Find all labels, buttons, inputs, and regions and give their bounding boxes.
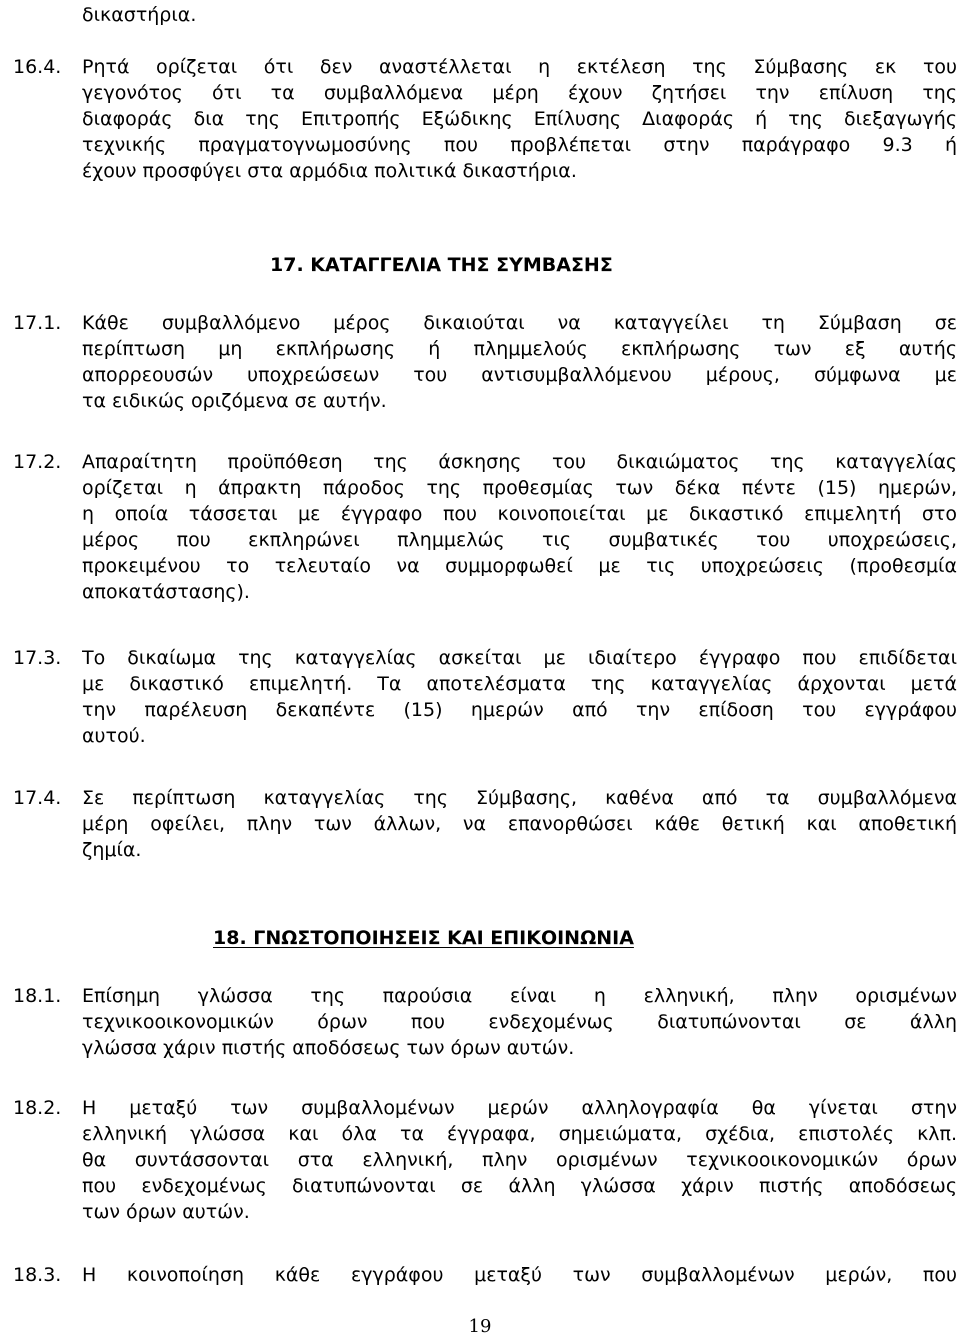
clause-body [82, 54, 957, 184]
clause-line: με δικαστικό επιμελητή. Τα αποτελέσματα της καταγγελίας άρχονται μετά [82, 673, 957, 695]
clause-body [82, 983, 957, 1061]
clause-line: απορρεουσών υποχρεώσεων του αντισυμβαλλόμενου μέρους, σύμφωνα με [82, 364, 957, 386]
clause-line: που ενδεχομένως διατυπώνονται σε άλλη γλώσσα χάριν πιστής αποδόσεως [82, 1175, 957, 1197]
clause-18-2 [13, 1095, 957, 1225]
clause-line: Επίσημη γλώσσα της παρούσια είναι η ελληνική, πλην ορισμένων [82, 985, 957, 1007]
clause-line: η οποία τάσσεται με έγγραφο που κοινοποιείται με δικαστικό επιμελητή στο [82, 503, 957, 525]
clause-line: αποκατάστασης). [82, 581, 250, 603]
clause-17-1 [13, 310, 957, 414]
clause-line: περίπτωση μη εκπλήρωσης ή πλημμελούς εκπλήρωσης των εξ αυτής [82, 338, 957, 360]
clause-line: τεχνικής πραγματογνωμοσύνης που προβλέπεται στην παράγραφο 9.3 ή [82, 134, 957, 156]
clause-number: 17.4. [13, 787, 62, 809]
clause-line: τα ειδικώς οριζόμενα σε αυτήν. [82, 390, 387, 412]
clause-line: θα συντάσσονται στα ελληνική, πλην ορισμένων τεχνικοοικονομικών όρων [82, 1149, 957, 1171]
section-heading-17: 17. ΚΑΤΑΓΓΕΛΙΑ ΤΗΣ ΣΥΜΒΑΣΗΣ [270, 254, 613, 276]
clause-line: ορίζεται η άπρακτη πάροδος της προθεσμίας των δέκα πέντε (15) ημερών, [82, 477, 957, 499]
clause-number: 18.1. [13, 985, 62, 1007]
clause-body [82, 785, 957, 863]
clause-number: 17.3. [13, 647, 62, 669]
clause-line: διαφοράς δια της Επιτροπής Εξώδικης Επίλυσης Διαφοράς ή της διεξαγωγής [82, 108, 957, 130]
clause-body [82, 645, 957, 749]
clause-17-2 [13, 449, 957, 605]
clause-16-4 [13, 54, 957, 184]
clause-line: την παρέλευση δεκαπέντε (15) ημερών από την επίδοση του εγγράφου [82, 699, 957, 721]
clause-number: 17.1. [13, 312, 62, 334]
clause-body [82, 1095, 957, 1225]
clause-line: Η κοινοποίηση κάθε εγγράφου μεταξύ των συμβαλλομένων μερών, που [82, 1264, 957, 1286]
clause-number: 18.3. [13, 1264, 62, 1286]
clause-line: μέρος που εκπληρώνει πλημμελώς τις συμβατικές του υποχρεώσεις, [82, 529, 957, 551]
clause-line: των όρων αυτών. [82, 1201, 250, 1223]
clause-line: Απαραίτητη προϋπόθεση της άσκησης του δικαιώματος της καταγγελίας [82, 451, 957, 473]
clause-number: 18.2. [13, 1097, 62, 1119]
clause-18-1 [13, 983, 957, 1061]
clause-line: Κάθε συμβαλλόμενο μέρος δικαιούται να καταγγείλει τη Σύμβαση σε [82, 312, 957, 334]
clause-line: τεχνικοοικονομικών όρων που ενδεχομένως διατυπώνονται σε άλλη [82, 1011, 957, 1033]
clause-line: Ρητά ορίζεται ότι δεν αναστέλλεται η εκτέλεση της Σύμβασης εκ του [82, 56, 957, 78]
clause-18-3 [13, 1262, 957, 1288]
clause-number: 16.4. [13, 56, 62, 78]
clause-17-3 [13, 645, 957, 749]
page-number: 19 [468, 1316, 492, 1337]
clause-17-4 [13, 785, 957, 863]
clause-line: ζημία. [82, 839, 142, 861]
clause-line: γεγονότος ότι τα συμβαλλόμενα μέρη έχουν ζητήσει την επίλυση της [82, 82, 957, 104]
clause-body [82, 1262, 957, 1288]
clause-line: Σε περίπτωση καταγγελίας της Σύμβασης, καθένα από τα συμβαλλόμενα [82, 787, 957, 809]
clause-line: έχουν προσφύγει στα αρμόδια πολιτικά δικαστήρια. [82, 160, 577, 182]
clause-line: αυτού. [82, 725, 146, 747]
clause-line: ελληνική γλώσσα και όλα τα έγγραφα, σημειώματα, σχέδια, επιστολές κλπ. [82, 1123, 957, 1145]
clause-line: γλώσσα χάριν πιστής αποδόσεως των όρων αυτών. [82, 1037, 575, 1059]
clause-line: προκειμένου το τελευταίο να συμμορφωθεί με τις υποχρεώσεις (προθεσμία [82, 555, 957, 577]
clause-body [82, 449, 957, 605]
clause-number: 17.2. [13, 451, 62, 473]
clause-line: μέρη οφείλει, πλην των άλλων, να επανορθώσει κάθε θετική και αποθετική [82, 813, 957, 835]
section-heading-18: 18. ΓΝΩΣΤΟΠΟΙΗΣΕΙΣ ΚΑΙ ΕΠΙΚΟΙΝΩΝΙΑ [213, 927, 634, 949]
clause-line: Το δικαίωμα της καταγγελίας ασκείται με ιδιαίτερο έγγραφο που επιδίδεται [82, 647, 957, 669]
continued-text-fragment: δικαστήρια. [82, 4, 197, 26]
clause-line: Η μεταξύ των συμβαλλομένων μερών αλληλογραφία θα γίνεται στην [82, 1097, 957, 1119]
clause-body [82, 310, 957, 414]
